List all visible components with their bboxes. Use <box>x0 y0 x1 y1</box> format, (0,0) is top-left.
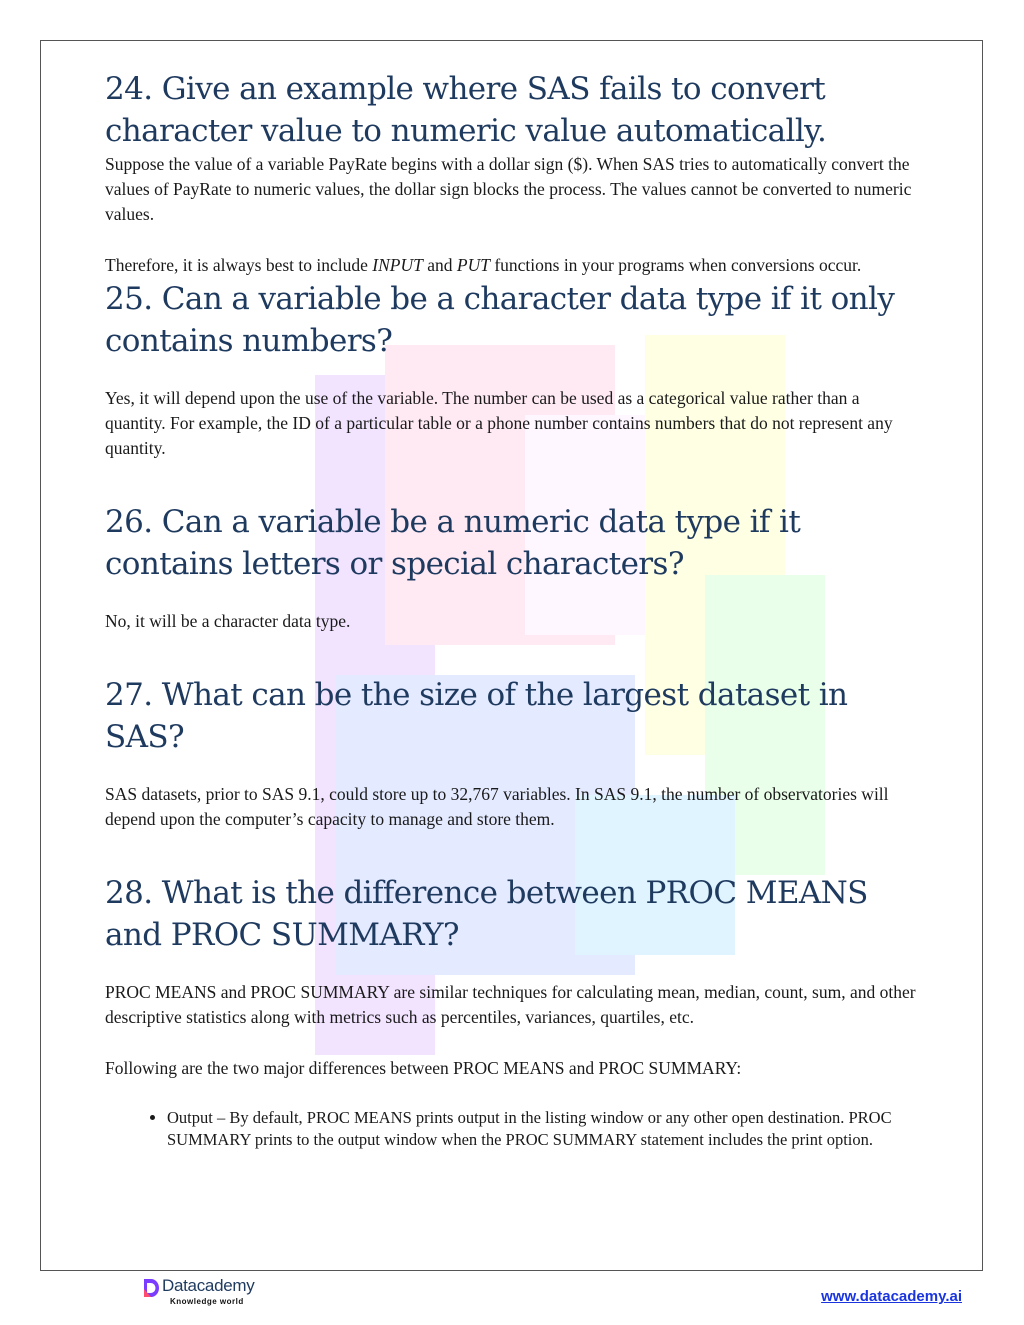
section-q28 <box>105 872 920 1151</box>
q26-paragraph: No, it will be a character data type. <box>105 611 351 631</box>
q25-heading: 25. Can a variable be a character data type if it only contains numbers? <box>105 281 895 359</box>
q24-paragraph-2: Therefore, it is always best to include INPUT and PUT functions in your programs when conversions occur. <box>105 255 862 275</box>
q27-paragraph: SAS datasets, prior to SAS 9.1, could store up to 32,767 variables. In SAS 9.1, the number of observatories will depend upon the computer’s capacity to manage and store them. <box>105 784 889 829</box>
q25-paragraph: Yes, it will depend upon the use of the variable. The number can be used as a categorical value rather than a quantity. For example, the ID of a particular table or a phone number contains numbers that do not represent any quantity. <box>105 388 893 458</box>
q24-paragraph-1: Suppose the value of a variable PayRate begins with a dollar sign ($). When SAS tries to automatically convert the values of PayRate to numeric values, the dollar sign blocks the process. The values cannot be converted to numeric values. <box>105 154 912 224</box>
q28-heading: 28. What is the difference between PROC MEANS and PROC SUMMARY? <box>105 875 868 953</box>
input-keyword: INPUT <box>372 255 423 275</box>
section-q24 <box>105 68 920 278</box>
document-body <box>105 68 920 1151</box>
logo-tagline: Knowledge world <box>170 1297 244 1306</box>
section-q26 <box>105 501 920 634</box>
put-keyword: PUT <box>456 255 490 275</box>
q28-paragraph-2: Following are the two major differences between PROC MEANS and PROC SUMMARY: <box>105 1058 742 1078</box>
q28-paragraph-1: PROC MEANS and PROC SUMMARY are similar techniques for calculating mean, median, count, sum, and other descriptive statistics along with metrics such as percentiles, variances, quartiles, etc. <box>105 982 916 1027</box>
datacademy-logo-icon <box>142 1277 160 1299</box>
section-q25 <box>105 278 920 461</box>
section-q27 <box>105 674 920 832</box>
q26-heading: 26. Can a variable be a numeric data type if it contains letters or special characters? <box>105 504 801 582</box>
list-item: • Output – By default, PROC MEANS prints output in the listing window or any other open destination. PROC SUMMARY prints to the output window when the PROC SUMMARY statement includes the print option. <box>167 1107 920 1151</box>
differences-list <box>105 1107 920 1151</box>
q24-heading: 24. Give an example where SAS fails to convert character value to numeric value automatically. <box>105 71 827 149</box>
website-link[interactable]: www.datacademy.ai <box>821 1288 962 1305</box>
logo-name: Datacademy <box>162 1276 255 1295</box>
footer-logo <box>142 1276 272 1316</box>
q27-heading: 27. What can be the size of the largest dataset in SAS? <box>105 677 848 755</box>
